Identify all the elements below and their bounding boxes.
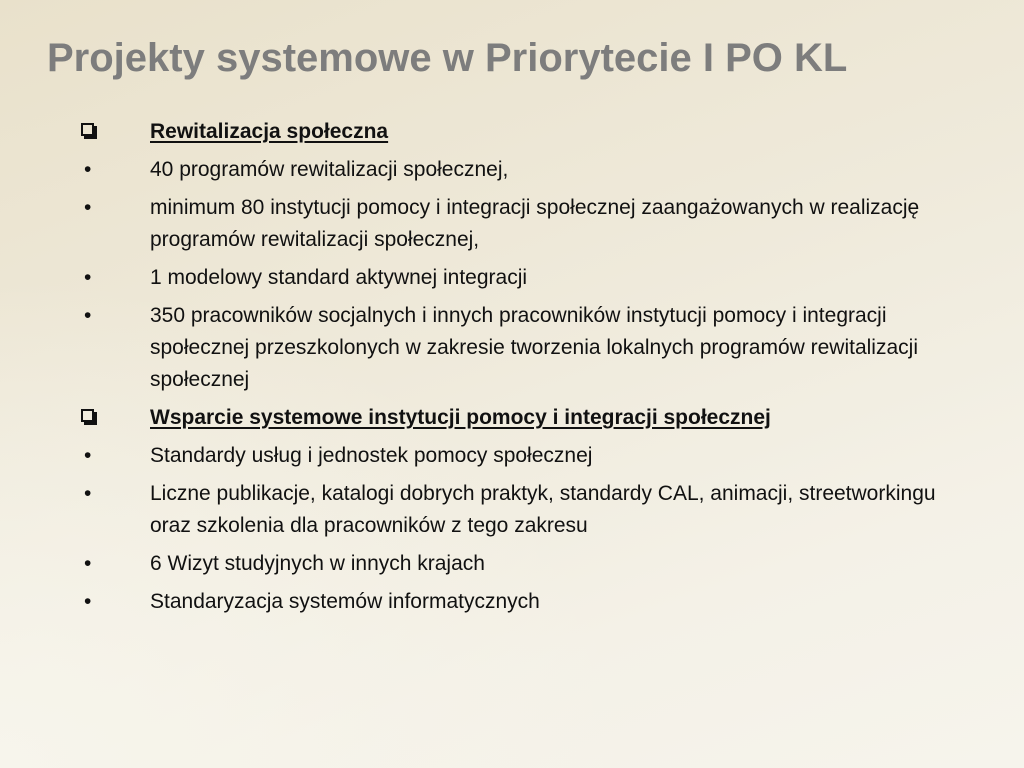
list-item-text: Standardy usług i jednostek pomocy społecznej — [150, 444, 593, 467]
slide-title: Projekty systemowe w Priorytecie I PO KL — [47, 36, 848, 80]
list-item — [80, 548, 960, 580]
list-item — [80, 192, 960, 256]
section-heading-text: Wsparcie systemowe instytucji pomocy i integracji społecznej — [150, 406, 771, 429]
bullet-icon: • — [84, 266, 92, 289]
list-item-text: Liczne publikacje, katalogi dobrych praktyk, standardy CAL, animacji, streetworkingu oraz szkolenia dla pracowników z tego zakresu — [150, 482, 936, 537]
list-item — [80, 478, 960, 542]
list-item-text: Standaryzacja systemów informatycznych — [150, 590, 540, 613]
checkbox-icon — [81, 409, 94, 422]
list-item — [80, 154, 960, 186]
list-item-text: 40 programów rewitalizacji społecznej, — [150, 158, 509, 181]
bullet-icon: • — [84, 196, 92, 219]
list-item — [80, 262, 960, 294]
section-heading-text: Rewitalizacja społeczna — [150, 120, 389, 143]
list-item-text: 6 Wizyt studyjnych w innych krajach — [150, 552, 485, 575]
bullet-icon: • — [84, 304, 92, 327]
list-item — [80, 440, 960, 472]
bullet-icon: • — [84, 158, 92, 181]
bullet-list — [80, 116, 960, 624]
section-heading — [80, 402, 960, 434]
section-heading — [80, 116, 960, 148]
bullet-icon: • — [84, 444, 92, 467]
list-item — [80, 300, 960, 396]
list-item-text: 1 modelowy standard aktywnej integracji — [150, 266, 528, 289]
list-item-text: 350 pracowników socjalnych i innych pracowników instytucji pomocy i integracji społecznej przeszkolonych w zakresie tworzenia lokalnych programów rewitalizacji społecznej — [150, 304, 918, 391]
list-item-text: minimum 80 instytucji pomocy i integracji społecznej zaangażowanych w realizację programów rewitalizacji społecznej, — [150, 196, 920, 251]
list-item — [80, 586, 960, 618]
checkbox-icon — [81, 123, 94, 136]
bullet-icon: • — [84, 552, 92, 575]
bullet-icon: • — [84, 482, 92, 505]
bullet-icon: • — [84, 590, 92, 613]
